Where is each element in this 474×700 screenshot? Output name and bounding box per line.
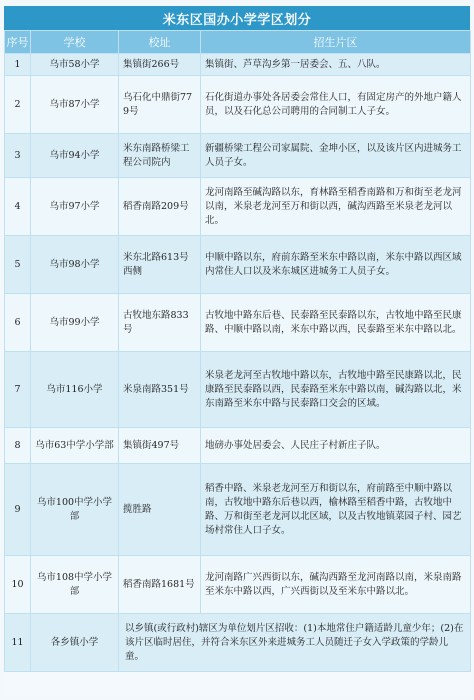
row-address: 米东北路613号西侧 — [119, 236, 201, 294]
row-school: 乌市58小学 — [31, 54, 119, 76]
header-address: 校址 — [119, 31, 201, 54]
row-school: 乌市97小学 — [31, 178, 119, 236]
row-school: 乌市94小学 — [31, 134, 119, 178]
row-school: 各乡镇小学 — [31, 614, 119, 672]
row-address: 古牧地东路833号 — [119, 294, 201, 352]
row-address: 乌石化中鼎街779号 — [119, 76, 201, 134]
row-seq: 11 — [5, 614, 31, 672]
row-school: 乌市87小学 — [31, 76, 119, 134]
row-address: 集镇街266号 — [119, 54, 201, 76]
row-school: 乌市98小学 — [31, 236, 119, 294]
header-seq: 序号 — [5, 31, 31, 54]
district-table-sheet — [4, 6, 470, 696]
row-zone: 地磅办事处居委会、人民庄子村新庄子队。 — [201, 428, 471, 464]
row-seq: 5 — [5, 236, 31, 294]
table-row — [5, 556, 471, 614]
row-address: 米泉南路351号 — [119, 352, 201, 428]
row-seq: 7 — [5, 352, 31, 428]
row-school: 乌市108中学小学部 — [31, 556, 119, 614]
row-zone: 米泉老龙河至古牧地中路以东，古牧地中路至民康路以北，民康路至民泰路以西，民泰路至米东中路以南，碱沟路以北，米东南路至米东中路与民泰路口交会的区域。 — [201, 352, 471, 428]
table-row — [5, 134, 471, 178]
table-row — [5, 178, 471, 236]
row-school: 乌市99小学 — [31, 294, 119, 352]
row-school: 乌市63中学小学部 — [31, 428, 119, 464]
row-address: 集镇街497号 — [119, 428, 201, 464]
table-row — [5, 236, 471, 294]
row-zone: 龙河南路广兴西街以东，碱沟西路至龙河南路以南，米泉南路至米东中路以西，广兴西街以及至米东中路以北。 — [201, 556, 471, 614]
row-address: 稻香南路1681号 — [119, 556, 201, 614]
row-zone: 稻香中路、米泉老龙河至万和街以东，府前路至中顺中路以南，古牧地中路东后巷以西，榆林路至稻香中路，古牧地中路、万和街至老龙河以北区域，以及古牧地镇菜园子村、园艺场村常住人口子女。 — [201, 464, 471, 556]
row-seq: 2 — [5, 76, 31, 134]
row-seq: 8 — [5, 428, 31, 464]
row-address: 米东南路桥梁工程公司院内 — [119, 134, 201, 178]
row-zone: 以乡镇(或行政村)辖区为单位划片区招收：(1)本地常住户籍适龄儿童少年；(2)在该片区临时居住，并符合米东区外来进城务工人员随迁子女入学政策的学龄儿童。 — [119, 614, 471, 672]
row-seq: 6 — [5, 294, 31, 352]
row-zone: 新疆桥梁工程公司家属院、金坤小区，以及该片区内进城务工人员子女。 — [201, 134, 471, 178]
row-address: 稻香南路209号 — [119, 178, 201, 236]
row-zone: 石化街道办事处各居委会常住人口，有固定房产的外地户籍人员，以及石化总公司聘用的合同制工人子女。 — [201, 76, 471, 134]
table-row — [5, 352, 471, 428]
row-seq: 9 — [5, 464, 31, 556]
table-title: 米东区国办小学学区划分 — [4, 6, 470, 30]
row-address: 揽胜路 — [119, 464, 201, 556]
table-row — [5, 76, 471, 134]
row-seq: 3 — [5, 134, 31, 178]
table-row — [5, 294, 471, 352]
row-zone: 古牧地中路东后巷、民泰路至民泰路以东，古牧地中路至民康路、中顺中路以南，米东中路以西，民泰路至米东中路以北。 — [201, 294, 471, 352]
row-seq: 4 — [5, 178, 31, 236]
header-school: 学校 — [31, 31, 119, 54]
table-row — [5, 428, 471, 464]
school-zone-table — [4, 30, 471, 672]
row-zone: 龙河南路至碱沟路以东，育林路至稻香南路和万和街至老龙河以南，米泉老龙河至万和街以西，碱沟西路至米泉老龙河以北。 — [201, 178, 471, 236]
table-row — [5, 614, 471, 672]
row-school: 乌市116小学 — [31, 352, 119, 428]
header-row — [5, 31, 471, 54]
header-zone: 招生片区 — [201, 31, 471, 54]
row-seq: 1 — [5, 54, 31, 76]
row-seq: 10 — [5, 556, 31, 614]
row-zone: 中顺中路以东，府前东路至米东中路以南，米东中路以西区域内常住人口以及米东城区进城务工人员子女。 — [201, 236, 471, 294]
table-row — [5, 54, 471, 76]
table-row — [5, 464, 471, 556]
row-zone: 集镇街、芦草沟乡第一居委会、五、八队。 — [201, 54, 471, 76]
row-school: 乌市100中学小学部 — [31, 464, 119, 556]
